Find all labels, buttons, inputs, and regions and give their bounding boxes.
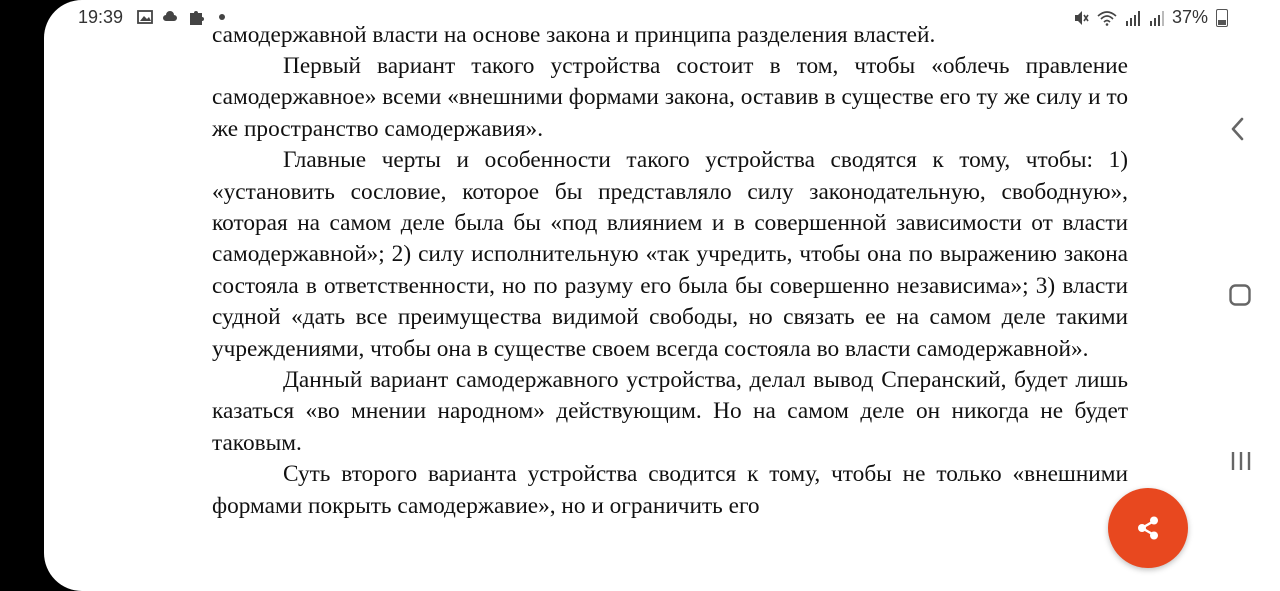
app-screen bbox=[44, 0, 1280, 591]
cloud-icon bbox=[162, 9, 178, 25]
signal-icon bbox=[1148, 9, 1166, 27]
status-right-group bbox=[1072, 7, 1228, 28]
wifi-icon bbox=[1096, 9, 1118, 27]
puzzle-icon bbox=[187, 7, 207, 27]
image-icon bbox=[137, 9, 153, 25]
status-bar bbox=[44, 0, 1280, 36]
battery-percent: 37% bbox=[1171, 7, 1208, 27]
battery-icon bbox=[1216, 9, 1228, 27]
share-icon bbox=[1133, 513, 1163, 543]
status-time: 19:39 bbox=[78, 7, 124, 27]
back-icon[interactable] bbox=[1226, 116, 1250, 142]
dot-icon bbox=[218, 13, 226, 21]
share-button[interactable] bbox=[1108, 488, 1188, 568]
paragraph: Суть второго варианта устройства сводится к тому, чтобы не только «внешними формами покрыть самодержавие», но и ограничить его bbox=[212, 461, 1128, 519]
mute-icon bbox=[1072, 9, 1090, 27]
signal-icon bbox=[1124, 9, 1142, 27]
document-body bbox=[212, 51, 1128, 522]
recents-icon[interactable] bbox=[1230, 450, 1252, 472]
home-icon[interactable] bbox=[1228, 283, 1252, 307]
clipped-line: самодержавной власти на основе закона и принципа разделения властей. bbox=[212, 22, 936, 48]
paragraph: Первый вариант такого устройства состоит в том, чтобы «облечь правление самодержавное» всеми «внешними формами закона, оставив в существе его ту же силу и то же пространство самодержавия». bbox=[212, 53, 1128, 142]
paragraph: Главные черты и особенности такого устройства сводятся к тому, чтобы: 1) «установить сословие, которое бы представляло силу законодательную, свободную», которая на самом деле была бы «под влиянием и в совершенной зависимости от власти самодержавной»; 2) силу исполнительную «так учредить, чтобы она по выражению закона состояла в ответственности, но по разуму его была бы совершенно независима»; 3) власти судной «дать все преимущества видимой свободы, но связать ее на самом деле такими учреждениями, чтобы она в существе своем всегда состояла во власти самодержавной». bbox=[212, 147, 1128, 362]
paragraph: Данный вариант самодержавного устройства, делал вывод Сперанский, будет лишь казаться «во мнении народном» действующим. Но на самом деле он никогда не будет таковым. bbox=[212, 367, 1128, 456]
